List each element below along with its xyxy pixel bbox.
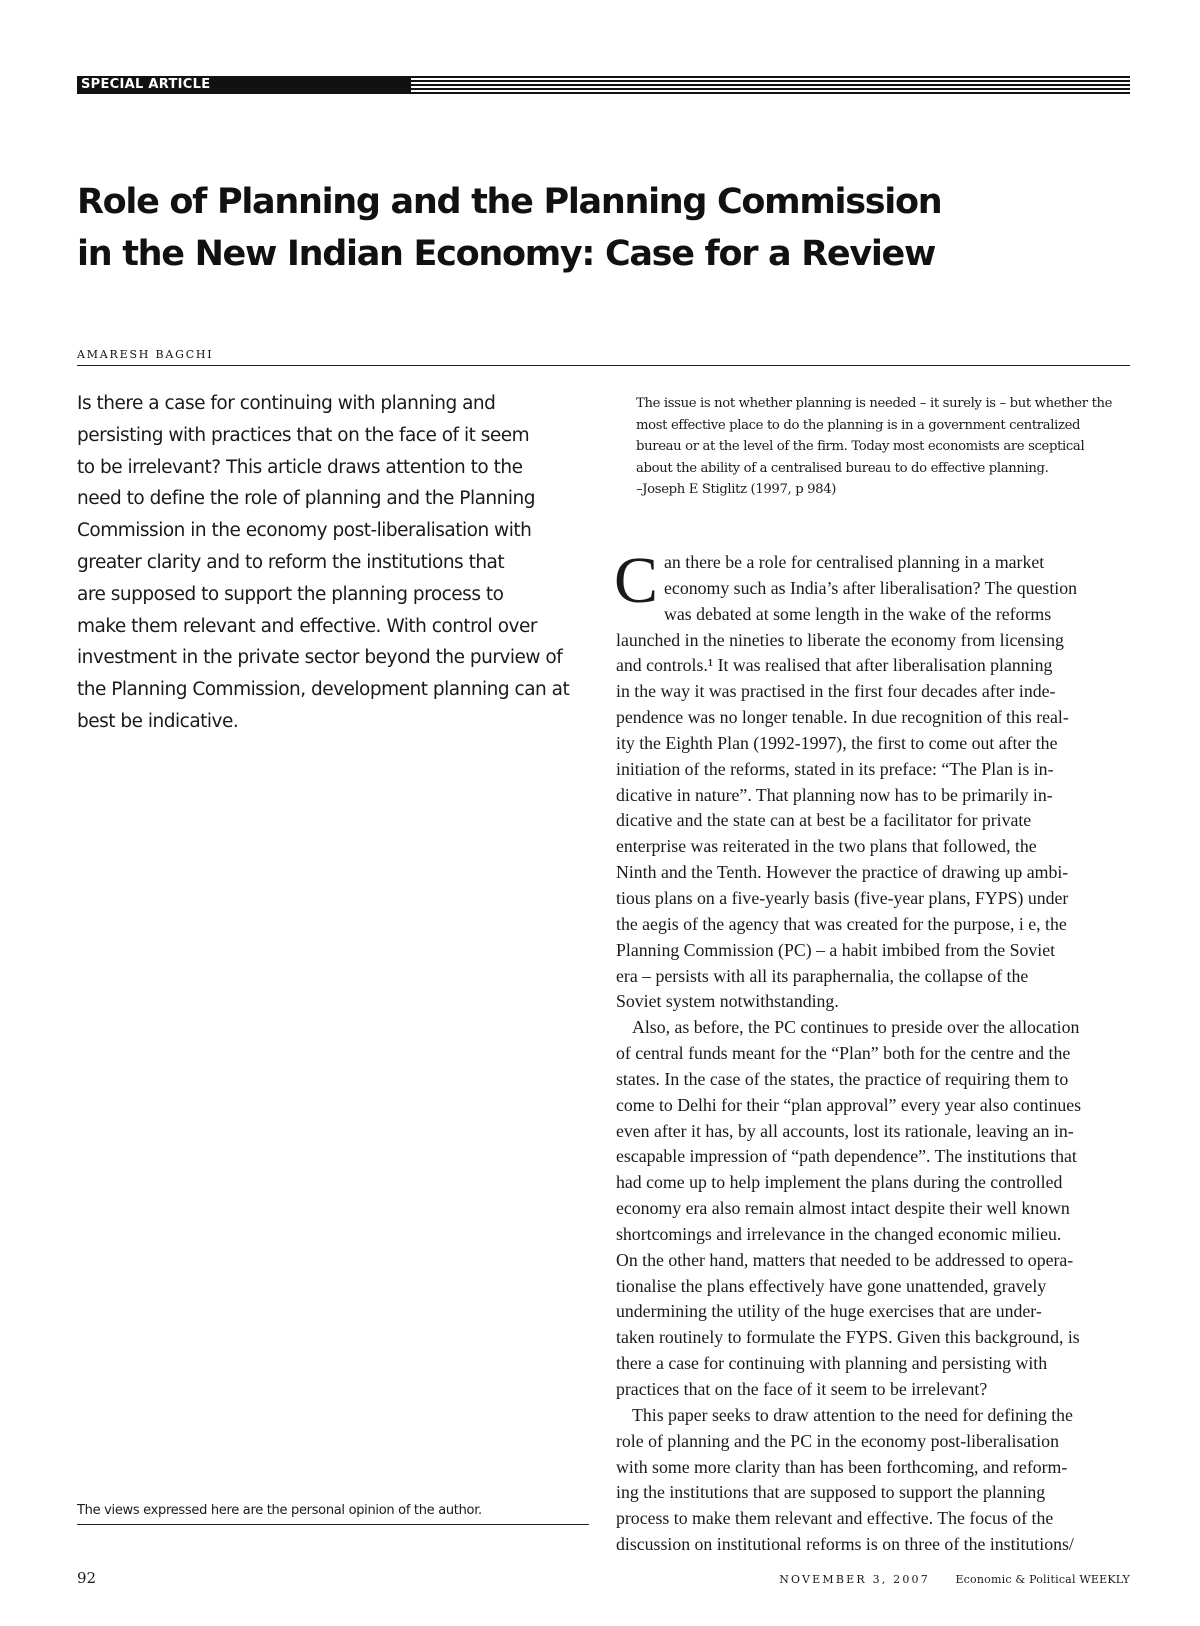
body-line: dicative and the state can at best be a facilitator for private — [616, 810, 1032, 831]
journal-name: Economic & Political WEEKLY — [955, 1573, 1130, 1586]
body-line: with some more clarity than has been forthcoming, and reform- — [616, 1456, 1068, 1477]
body-line: was debated at some length in the wake of the reforms — [664, 603, 1052, 624]
body-line: This paper seeks to draw attention to the need for defining the — [632, 1404, 1073, 1425]
body-line: process to make them relevant and effective. The focus of the — [616, 1508, 1054, 1529]
body-line: discussion on institutional reforms is on three of the institutions/ — [616, 1534, 1074, 1555]
body-line: tious plans on a five-yearly basis (five-year plans, FYPS) under — [616, 887, 1069, 908]
author-footnote: The views expressed here are the personal opinion of the author. — [77, 1503, 589, 1525]
body-line: practices that on the face of it seem to be irrelevant? — [616, 1379, 988, 1399]
epigraph-line: bureau or at the level of the firm. Today most economists are sceptical — [636, 439, 1085, 454]
body-line: an there be a role for centralised planning in a market — [664, 552, 1045, 572]
body-line: enterprise was reiterated in the two plans that followed, the — [616, 836, 1037, 857]
author-byline: AMARESH BAGCHI — [77, 348, 1130, 366]
body-line: economy such as India’s after liberalisation? The question — [664, 577, 1077, 598]
section-header-bar — [77, 76, 1130, 94]
body-line: era – persists with all its paraphernalia, the collapse of the — [616, 965, 1029, 986]
epigraph-line: The issue is not whether planning is needed – it surely is – but whether the — [636, 396, 1113, 411]
body-line: had come up to help implement the plans during the controlled — [616, 1172, 1063, 1193]
article-title-line: Role of Planning and the Planning Commission — [77, 182, 942, 222]
body-line: in the way it was practised in the first four decades after inde- — [616, 681, 1056, 702]
abstract — [77, 388, 587, 738]
body-paragraph-3 — [616, 1403, 1130, 1558]
body-line: the aegis of the agency that was created for the purpose, i e, the — [616, 913, 1067, 934]
drop-cap: C — [614, 544, 659, 617]
body-line: and controls.¹ It was realised that after liberalisation planning — [616, 655, 1053, 676]
body-line: ing the institutions that are supposed to support the planning — [616, 1482, 1046, 1503]
body-line: On the other hand, matters that needed to be addressed to opera- — [616, 1249, 1074, 1270]
running-footer — [779, 1573, 1130, 1586]
section-rule-lines — [411, 76, 1130, 94]
article-title-line: in the New Indian Economy: Case for a Review — [77, 234, 936, 274]
body-line: launched in the nineties to liberate the economy from licensing — [616, 629, 1064, 650]
abstract-line: persisting with practices that on the face of it seem — [77, 424, 530, 446]
body-line: states. In the case of the states, the practice of requiring them to — [616, 1068, 1069, 1089]
abstract-line: greater clarity and to reform the institutions that — [77, 551, 505, 573]
body-line: taken routinely to formulate the FYPS. Given this background, is — [616, 1327, 1080, 1348]
abstract-line: Commission in the economy post-liberalisation with — [77, 520, 532, 542]
body-line: pendence was no longer tenable. In due recognition of this real- — [616, 707, 1069, 728]
body-paragraph-2 — [616, 1015, 1130, 1403]
body-line: even after it has, by all accounts, lost its rationale, leaving an in- — [616, 1120, 1074, 1141]
body-line: tionalise the plans effectively have gone unattended, gravely — [616, 1275, 1047, 1296]
body-line: escapable impression of “path dependence”. The institutions that — [616, 1146, 1077, 1167]
body-line: dicative in nature”. That planning now has to be primarily in- — [616, 784, 1053, 805]
abstract-line: to be irrelevant? This article draws attention to the — [77, 456, 523, 478]
section-label: SPECIAL ARTICLE — [77, 76, 411, 94]
abstract-line: need to define the role of planning and the Planning — [77, 488, 535, 510]
body-paragraph-1 — [614, 544, 1130, 1015]
body-line: Also, as before, the PC continues to preside over the allocation — [632, 1017, 1080, 1038]
abstract-line: investment in the private sector beyond the purview of — [77, 647, 563, 669]
body-line: of central funds meant for the “Plan” both for the centre and the — [616, 1043, 1071, 1064]
body-line: come to Delhi for their “plan approval” every year also continues — [616, 1094, 1082, 1115]
body-line: initiation of the reforms, stated in its preface: “The Plan is in- — [616, 758, 1054, 779]
abstract-line: best be indicative. — [77, 710, 239, 732]
body-line: ity the Eighth Plan (1992-1997), the first to come out after the — [616, 732, 1058, 753]
body-line: shortcomings and irrelevance in the changed economic milieu. — [616, 1223, 1062, 1244]
epigraph-line: about the ability of a centralised bureau to do effective planning. — [636, 460, 1049, 476]
body-line: Ninth and the Tenth. However the practice of drawing up ambi- — [616, 862, 1069, 883]
abstract-line: are supposed to support the planning process to — [77, 583, 504, 605]
abstract-line: Is there a case for continuing with planning and — [77, 393, 496, 414]
body-line: there a case for continuing with planning and persisting with — [616, 1353, 1048, 1374]
issue-date: NOVEMBER 3, 2007 — [779, 1573, 930, 1586]
abstract-line: the Planning Commission, development planning can at — [77, 679, 570, 701]
body-line: undermining the utility of the huge exercises that are under- — [616, 1301, 1042, 1322]
epigraph-attribution: –Joseph E Stiglitz (1997, p 984) — [636, 482, 837, 497]
body-line: economy era also remain almost intact despite their well known — [616, 1198, 1070, 1219]
article-title — [77, 176, 977, 280]
body-line: role of planning and the PC in the economy post-liberalisation — [616, 1430, 1059, 1451]
epigraph-line: most effective place to do the planning is in a government centralized — [636, 417, 1081, 433]
page-number: 92 — [77, 1569, 97, 1587]
abstract-line: make them relevant and effective. With control over — [77, 615, 537, 637]
body-line: Soviet system notwithstanding. — [616, 991, 839, 1012]
epigraph-quote — [636, 393, 1130, 501]
body-line: Planning Commission (PC) – a habit imbibed from the Soviet — [616, 939, 1056, 960]
body-text-column — [614, 544, 1130, 1558]
